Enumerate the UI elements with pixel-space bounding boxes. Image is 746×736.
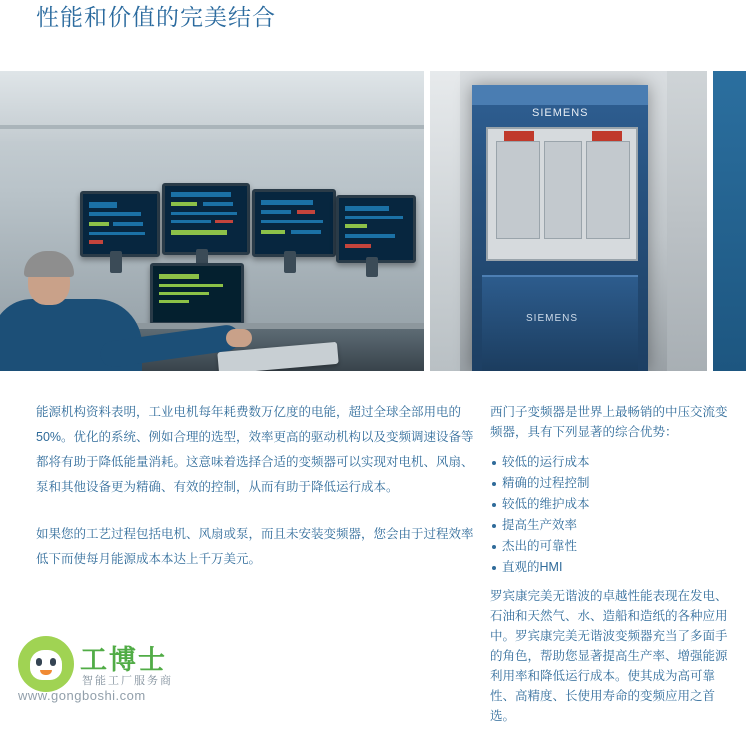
monitor-2 [162,183,250,255]
monitor-1 [80,191,160,257]
right-text-column [490,402,730,736]
warning-label-2 [592,131,622,141]
cabinet-interior [486,127,638,261]
robot-mascot-icon [18,636,74,692]
list-item: 直观的HMI [490,557,730,578]
blue-edge-strip [713,71,746,371]
mascot-eye-right [50,658,56,666]
watermark [12,632,262,708]
watermark-url: www.gongboshi.com [18,688,146,703]
monitor-stand-5 [366,257,378,277]
left-paragraph-2: 如果您的工艺过程包括电机、风扇或泵，而且未安装变频器，您会由于过程效率低下而使每月能源成本本达上千万美元。 [36,527,474,566]
wall-panel-right [667,71,707,371]
cabinet [472,85,648,371]
advantages-list [490,452,730,578]
right-intro-paragraph: 西门子变频器是世界上最畅销的中压交流变频器，具有下列显著的综合优势： [490,405,728,439]
cabinet-top [472,85,648,105]
watermark-brand: 工博士 [80,645,167,675]
cabinet-brand-label: SIEMENS [532,107,589,119]
module-left [496,141,540,239]
ceiling [0,71,424,141]
page-title: 性能和价值的完美结合 [36,4,276,30]
drive-cabinet-photo [430,71,707,371]
strip-fill [713,71,746,371]
list-item: 较低的运行成本 [490,452,730,473]
wall-panel-left [430,71,460,371]
list-item: 较低的维护成本 [490,494,730,515]
list-item: 精确的过程控制 [490,473,730,494]
left-text-column [36,400,476,594]
image-band [0,71,746,371]
list-item: 提高生产效率 [490,515,730,536]
monitor-5 [336,195,416,263]
monitor-3 [150,263,244,325]
watermark-tagline: 智能工厂服务商 [82,675,173,687]
warning-label-1 [504,131,534,141]
list-item: 杰出的可靠性 [490,536,730,557]
module-right [586,141,630,239]
control-room-photo [0,71,424,371]
mascot-mouth [40,670,52,675]
mascot-face [30,650,62,680]
left-paragraph-1: 能源机构资料表明，工业电机每年耗费数万亿度的电能，超过全球全部用电的50%。优化的系统、例如合理的选型，效率更高的驱动机构以及变频调速设备等都将有助于降低能量消耗。这意味着选择合适的变频器可以实现对电机、风扇、泵和其他设备更为精确、有效的控制，从而有助于降低运行成本。 [36,405,474,494]
monitor-stand-4 [284,251,296,273]
operator-hand [226,329,252,347]
cabinet-brand-label-lower: SIEMENS [526,313,579,324]
monitor-stand-1 [110,251,122,273]
mascot-eye-left [36,658,42,666]
monitor-4 [252,189,336,257]
right-tail-paragraph: 罗宾康完美无谐波的卓越性能表现在发电、石油和天然气、水、造船和造纸的各种应用中。罗宾康完美无谐波变频器充当了多面手的角色，帮助您显著提高生产率、增强能源利用率和降低运行成本。使其成为高可靠性、高精度、长使用寿命的变频应用之首选。 [490,589,728,723]
module-center [544,141,582,239]
